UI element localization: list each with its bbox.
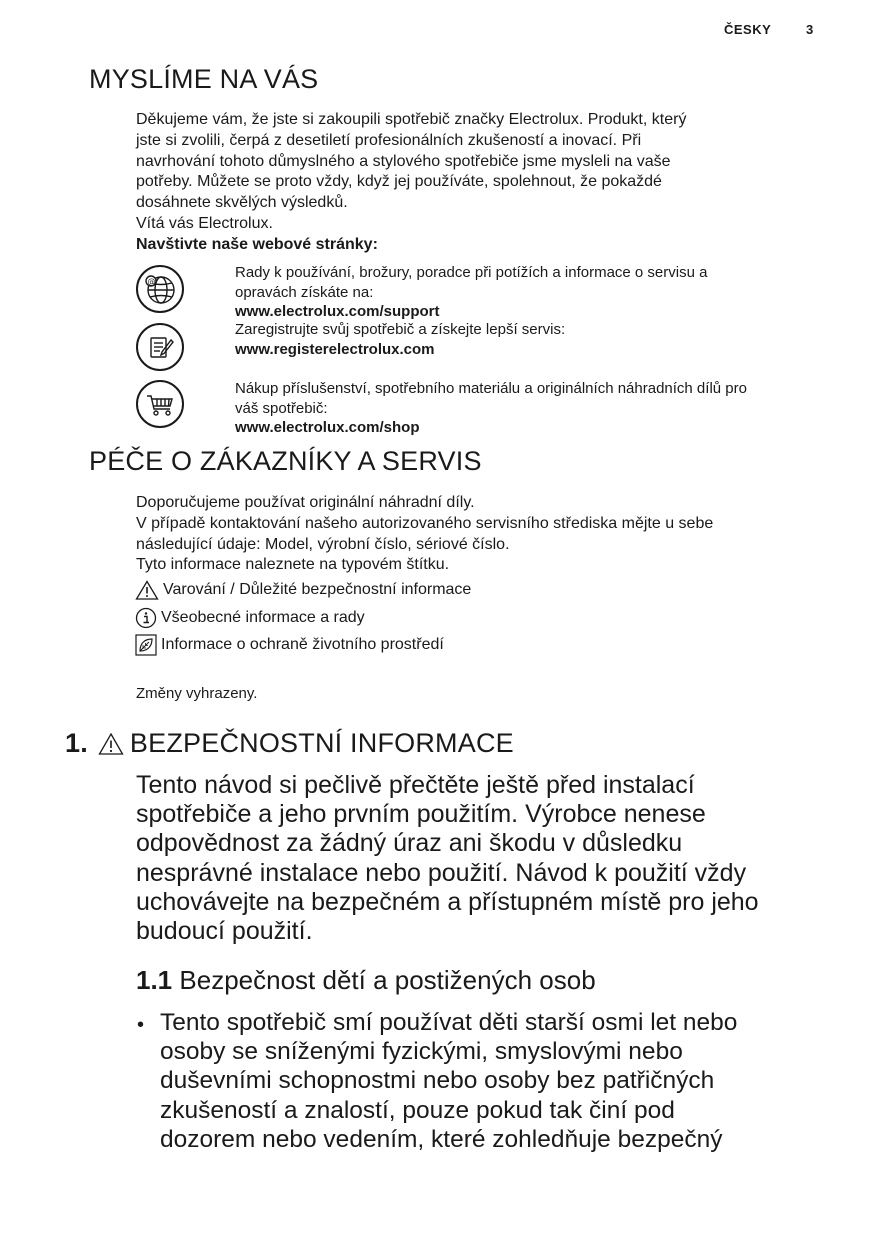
link-description: Rady k používání, brožury, poradce při potížích a informace o servisu a — [235, 264, 708, 281]
register-icon — [136, 323, 184, 371]
service-line: Tyto informace naleznete na typovém štítku. — [136, 556, 450, 574]
bullet-line: zkušeností a znalostí, pouze pokud tak činí pod — [160, 1096, 675, 1124]
shop-url-link[interactable]: www.electrolux.com/shop — [235, 419, 420, 436]
service-line: V případě kontaktování našeho autorizovaného servisního střediska mějte u sebe — [136, 514, 714, 532]
environment-icon — [135, 634, 157, 656]
section-title-pece: PÉČE O ZÁKAZNÍKY A SERVIS — [89, 446, 482, 476]
safety-line: odpovědnost za žádný úraz ani škodu v důsledku — [136, 829, 683, 858]
intro-line: jste si zvolili, čerpá z desetiletí profesionálních zkušeností a inovací. Při — [136, 131, 642, 149]
safety-line: uchovávejte na bezpečném a přístupném místě pro jeho — [136, 887, 759, 916]
visit-label: Navštivte naše webové stránky: — [136, 235, 378, 253]
link-register-text — [235, 320, 825, 359]
legend-warning — [135, 580, 471, 600]
intro-paragraph — [136, 110, 836, 256]
legend-info — [135, 607, 365, 629]
intro-line: Vítá vás Electrolux. — [136, 214, 273, 232]
section-heading: BEZPEČNOSTNÍ INFORMACE — [129, 728, 514, 758]
safety-line: Tento návod si pečlivě přečtěte ještě před instalací — [136, 771, 695, 799]
link-description: opravách získáte na: — [235, 283, 374, 301]
subsection-heading: Bezpečnost dětí a postižených osob — [179, 965, 596, 995]
bullet-item — [160, 1008, 820, 1154]
shopping-cart-icon — [136, 380, 184, 428]
language-label: ČESKY — [724, 22, 772, 37]
globe-icon — [136, 265, 184, 313]
register-url-link[interactable]: www.registerelectrolux.com — [235, 340, 435, 358]
intro-line: dosáhnete skvělých výsledků. — [136, 194, 348, 212]
legend-text: Informace o ochraně životního prostředí — [161, 636, 444, 653]
link-description: Nákup příslušenství, spotřebního materiálu a originálních náhradních dílů pro — [235, 380, 747, 397]
link-description: Zaregistrujte svůj spotřebič a získejte lepší servis: — [235, 321, 566, 338]
bullet-line: osoby se sníženými fyzickými, smyslovými nebo — [160, 1038, 683, 1066]
link-shop-text — [235, 379, 825, 438]
legend-environment — [135, 634, 444, 656]
service-paragraph — [136, 493, 836, 576]
safety-line: budoucí použití. — [136, 917, 313, 946]
warning-icon — [98, 732, 124, 756]
intro-line: Děkujeme vám, že jste si zakoupili spotřebič značky Electrolux. Produkt, který — [136, 111, 687, 128]
warning-icon — [135, 580, 159, 600]
support-url-link[interactable]: www.electrolux.com/support — [235, 303, 440, 320]
link-support-text — [235, 263, 825, 322]
bullet-marker: • — [137, 1014, 145, 1036]
legend-text: Varování / Důležité bezpečnostní informace — [163, 581, 472, 598]
info-icon — [135, 607, 157, 629]
bullet-line: duševními schopnostmi nebo osoby bez patřičných — [160, 1067, 715, 1095]
link-description: váš spotřebič: — [235, 399, 328, 417]
service-line: následující údaje: Model, výrobní číslo, sériové číslo. — [136, 535, 510, 553]
bullet-line: Tento spotřebič smí používat děti starší osmi let nebo — [160, 1009, 738, 1036]
page-number: 3 — [806, 22, 814, 37]
section-number: 1. — [65, 728, 88, 758]
intro-line: navrhování tohoto důmyslného a stylového spotřebiče jsme mysleli na vaše — [136, 152, 671, 170]
svg-text:@: @ — [147, 277, 156, 286]
safety-intro-paragraph — [136, 771, 826, 946]
bullet-line: dozorem nebo vedením, které zohledňuje bezpečný — [160, 1125, 723, 1153]
safety-line: spotřebiče a jeho prvním použitím. Výrobce nenese — [136, 800, 706, 829]
section-title-safety — [65, 728, 514, 759]
section-title-myslime: MYSLÍME NA VÁS — [89, 64, 319, 94]
safety-line: nesprávné instalace nebo použití. Návod k použití vždy — [136, 858, 747, 887]
changes-note: Změny vyhrazeny. — [136, 685, 258, 702]
subsection-number: 1.1 — [136, 965, 173, 995]
service-line: Doporučujeme používat originální náhradní díly. — [136, 494, 475, 511]
legend-text: Všeobecné informace a rady — [161, 609, 365, 626]
subsection-title — [136, 965, 596, 996]
intro-line: potřeby. Můžete se proto vždy, když jej používáte, spolehnout, že pokaždé — [136, 173, 662, 191]
